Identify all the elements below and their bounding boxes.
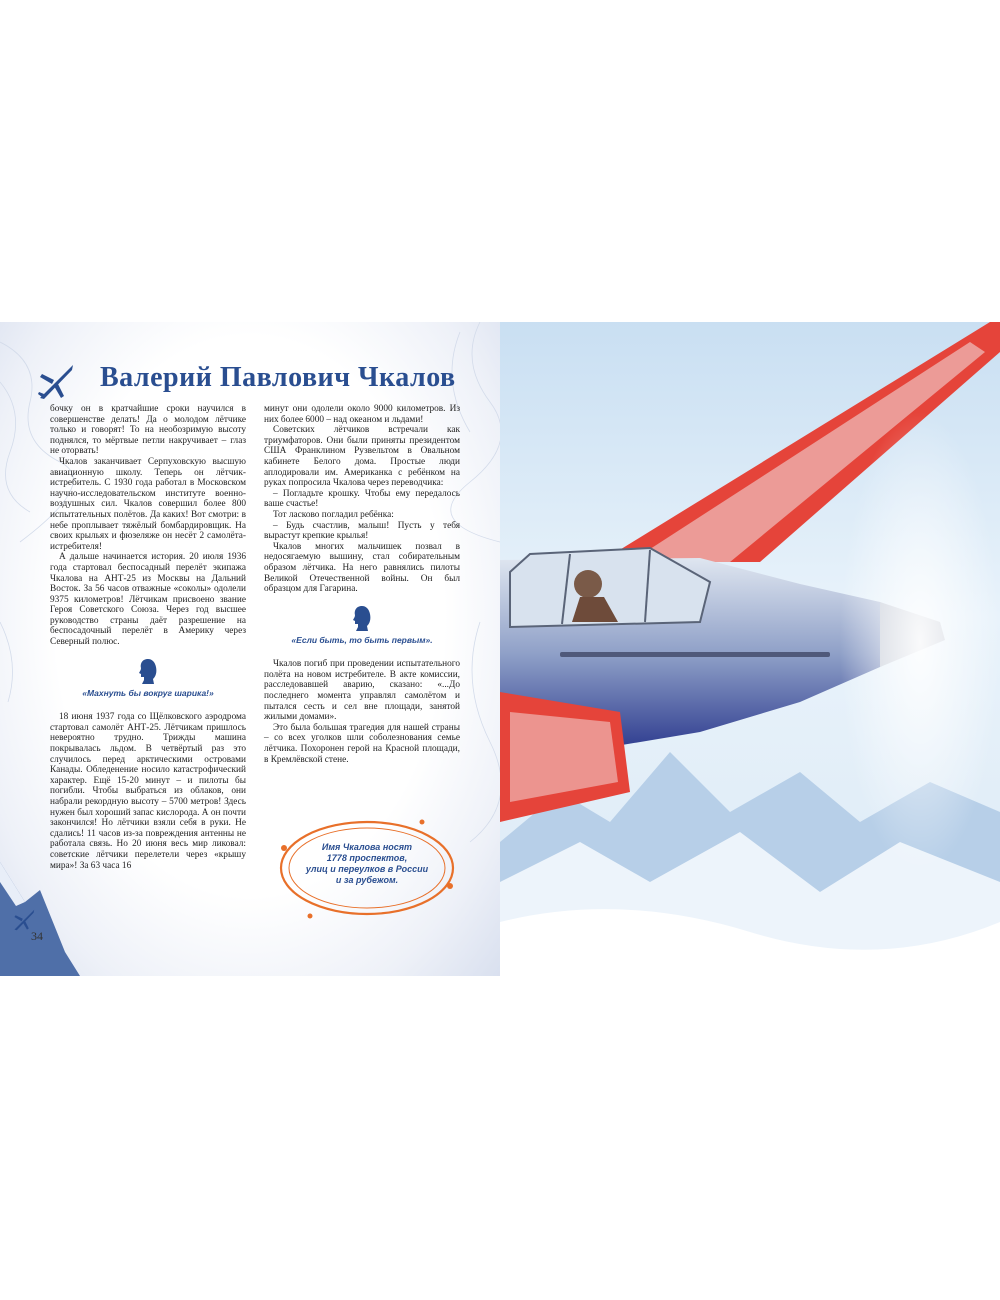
fighter-plane-illustration [500, 322, 1000, 976]
paragraph: Это была большая трагедия для нашей страны – со всех уголков шли соболезнования семье лётчика. Похоронен герой на Красной площади, в Кремлёвской стене. [264, 722, 460, 765]
airplane-icon [36, 362, 76, 402]
quote-block [50, 658, 246, 699]
left-page [0, 322, 500, 976]
quote-text: «Махнуть бы вокруг шарика!» [82, 687, 214, 698]
fact-badge [272, 812, 462, 924]
illustration-canvas [500, 322, 1000, 976]
paragraph: минут они одолели около 9000 километров. Из них более 6000 – над океаном и льдами! [264, 404, 460, 425]
page-title: Валерий Павлович Чкалов [100, 362, 456, 393]
paragraph: Чкалов заканчивает Серпуховскую высшую авиационную школу. Теперь он лётчик-истребитель. С 1930 года работал в Московском научно-исследовательском институте военно-воздушных сил. Чкалов совершил более 800 испытательных полётов. Да каких! Вот смотри: в небе проплывает тяжёлый бомбардировщик. На своих крыльях и фюзеляже он несёт 2 самолёта-истребителя! [50, 456, 246, 552]
fact-line: и за рубежом. [335, 875, 399, 885]
fact-text [300, 842, 434, 886]
paragraph: Тот ласково погладил ребёнка: [273, 509, 394, 520]
head-silhouette-icon [138, 658, 158, 684]
fact-line: Имя Чкалова носят [321, 842, 413, 852]
paragraph: бочку он в кратчайшие сроки научился в совершенстве делать! Да о молодом лётчике только и говорят! То на необозримую высоту поднялся, то мёртвые петли накручивает – глаз не оторвать! [50, 404, 246, 457]
paragraph: А дальше начинается история. 20 июля 1936 года стартовал беспосадный перелёт экипажа Чкалова на АНТ-25 из Москвы на Дальний Восток. За 56 часов отважные «соколы» одолели 9375 километров! Лётчикам присвоено звание Героя Советского Союза. Через год высшее руководство страны даёт разрешение на беспосадочный перелёт в Америку через Северный полюс. [50, 552, 246, 648]
paragraph: 18 июня 1937 года со Щёлковского аэродрома стартовал самолёт АНТ-25. Лётчикам пришлось невероятно трудно. Трижды машина покрывалась льдом. В четвёртый раз это случилось перед арктическими островами Канады. Обледенение носило катастрофический характер. Ещё 15-20 минут – и пилоты бы погибли. Чтобы выбраться из облаков, они набрали рекордную высоту – 5700 метров! Здесь нужен был хороший запас кислорода. А он почти закончился! Но лётчики взяли себя в руки. Не сдались! 11 часов из-за повреждения антенны не работала связь. Но 20 июня весь мир ликовал: советские лётчики перелетели через «крышу мира»! За 63 часа 16 [50, 712, 246, 871]
paragraph: Чкалов многих мальчишек позвал в недосягаемую вышину, стал собирательным образом лётчика. На него равнялись пилоты Великой Отечественной войны. Он был образцом для Гагарина. [264, 541, 460, 595]
text-column-right [264, 404, 460, 765]
page-number: 34 [31, 929, 43, 943]
text-column-left [50, 404, 246, 871]
head-silhouette-icon [352, 605, 372, 631]
paragraph: – Будь счастлив, малыш! Пусть у тебя вырастут крепкие крылья! [264, 520, 460, 542]
paragraph: – Погладьте крошку. Чтобы ему передалось ваше счастье! [264, 488, 460, 510]
fact-line: улиц и переулков в России [305, 864, 429, 874]
paragraph: Чкалов погиб при проведении испытательного полёта на новом истребителе. В акте комиссии, расследовавшей аварию, сказано: «...До последнего момента управлял самолётом и пытался сесть и сел вне площади, занятой жилыми домами». [264, 659, 460, 723]
book-spread [0, 322, 1000, 976]
quote-block [264, 605, 460, 646]
paragraph: Советских лётчиков встречали как триумфаторов. Они были приняты президентом США Франклином Рузвельтом в Овальном кабинете Белого дома. Простые люди аплодировали им. Американка с ребёнком на руках попросила Чкалова через переводчика: [264, 425, 460, 489]
fact-line: 1778 проспектов, [326, 853, 408, 863]
quote-text: «Если быть, то быть первым». [291, 634, 433, 645]
